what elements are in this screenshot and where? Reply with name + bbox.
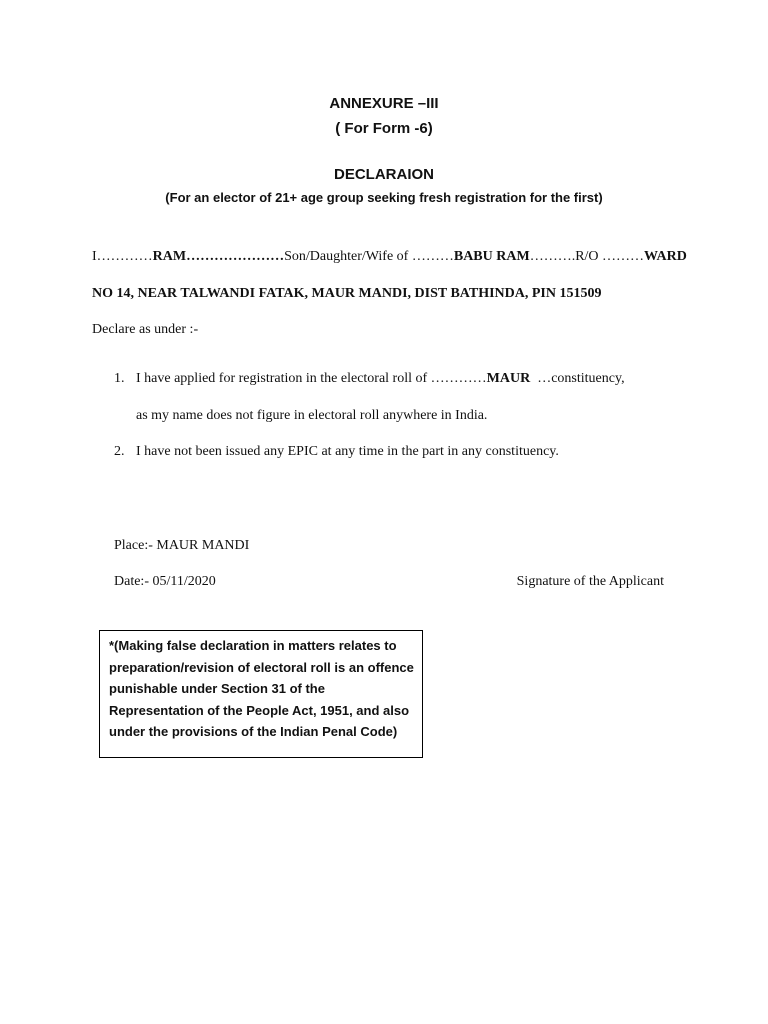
address-start: WARD bbox=[644, 249, 687, 264]
place-field: Place:- MAUR MANDI bbox=[114, 538, 250, 553]
signature-label: Signature of the Applicant bbox=[516, 574, 664, 589]
applicant-name-group bbox=[92, 249, 575, 265]
parent-name: BABU RAM bbox=[453, 249, 530, 264]
item-1-text-after: …constituency, bbox=[537, 371, 625, 386]
item-1-text bbox=[136, 371, 625, 387]
item-1-number: 1. bbox=[114, 371, 125, 386]
parent-dots: ………. bbox=[529, 249, 576, 264]
item-2-text: I have not been issued any EPIC at any time in the part in any constituency. bbox=[136, 444, 559, 459]
declare-label: Declare as under :- bbox=[92, 322, 199, 337]
form-reference: ( For Form -6) bbox=[335, 120, 433, 137]
relation-label: Son/Daughter/Wife of ……… bbox=[284, 249, 454, 264]
applicant-name: RAM………………… bbox=[152, 249, 285, 264]
constituency-name: MAUR bbox=[486, 371, 531, 386]
declaration-subtitle: (For an elector of 21+ age group seeking fresh registration for the first) bbox=[165, 190, 603, 205]
annexure-title: ANNEXURE –III bbox=[329, 95, 439, 112]
residence-group bbox=[575, 249, 687, 265]
applicant-prefix: I………… bbox=[92, 249, 153, 264]
item-1-text-before: I have applied for registration in the electoral roll of ………… bbox=[136, 371, 487, 386]
declaration-title: DECLARAION bbox=[334, 166, 434, 183]
legal-note-box: *(Making false declaration in matters relates to preparation/revision of electoral roll is an offence punishable under Section 31 of the Representation of the People Act, 1951, and also under the provisions of the Indian Penal Code) bbox=[99, 630, 423, 758]
item-2-number: 2. bbox=[114, 444, 125, 459]
address-line: NO 14, NEAR TALWANDI FATAK, MAUR MANDI, DIST BATHINDA, PIN 151509 bbox=[92, 286, 602, 301]
item-1-continuation: as my name does not figure in electoral roll anywhere in India. bbox=[136, 408, 488, 423]
date-field: Date:- 05/11/2020 bbox=[114, 574, 216, 589]
ro-label: R/O ……… bbox=[575, 249, 645, 264]
applicant-line bbox=[92, 249, 687, 265]
